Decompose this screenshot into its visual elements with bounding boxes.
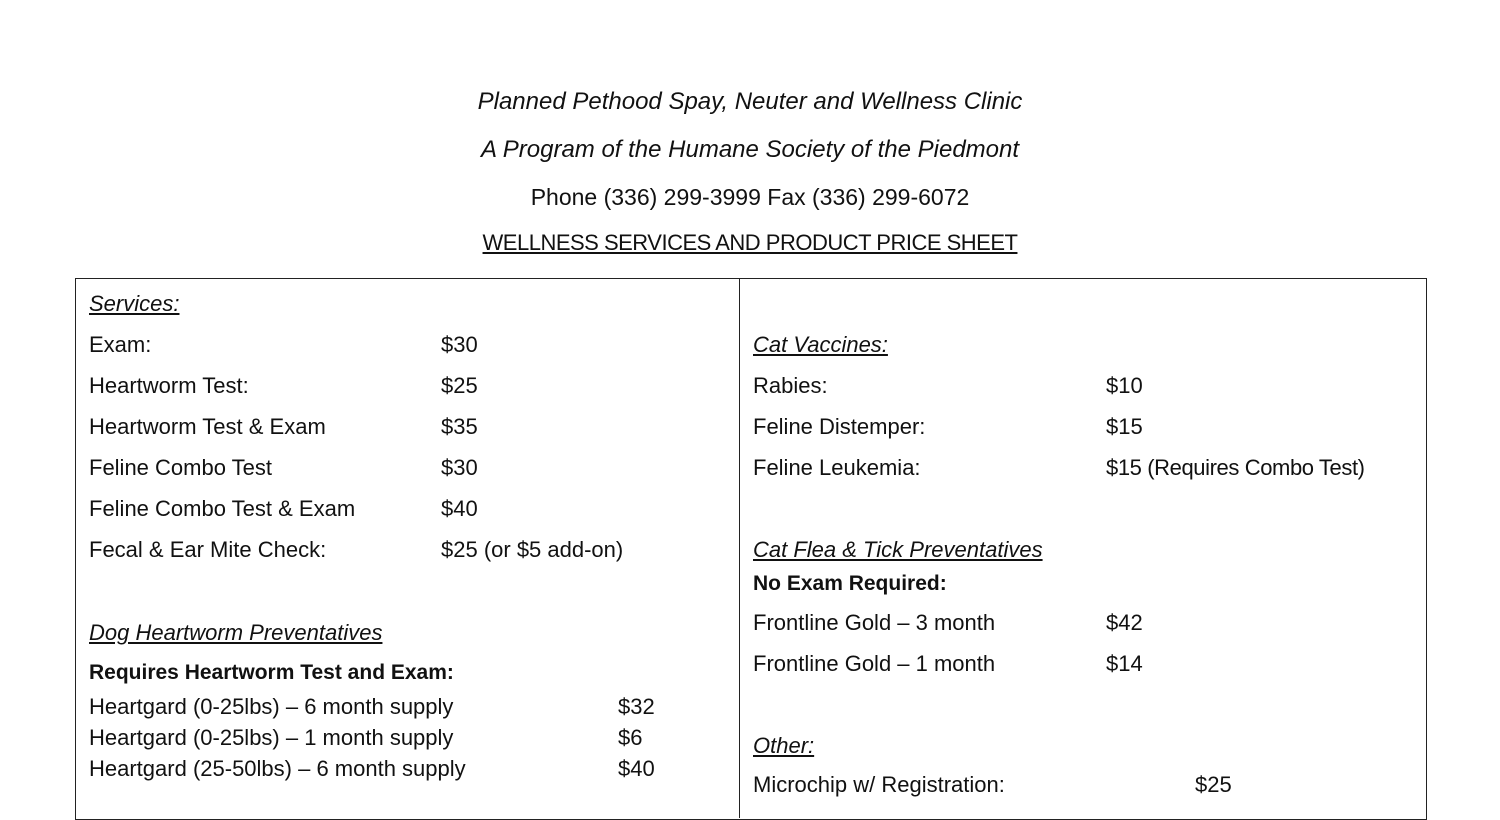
vaccine-label: Feline Distemper: bbox=[753, 414, 926, 439]
service-label: Exam: bbox=[89, 332, 152, 357]
column-divider bbox=[739, 278, 740, 818]
vaccine-price: $15 bbox=[1106, 414, 1143, 439]
product-price: $14 bbox=[1106, 651, 1143, 676]
cat-flea-heading: Cat Flea & Tick Preventatives bbox=[753, 537, 1043, 562]
product-label: Heartgard (0-25lbs) – 1 month supply bbox=[89, 725, 454, 750]
product-label: Heartgard (25-50lbs) – 6 month supply bbox=[89, 756, 466, 781]
service-label: Heartworm Test & Exam bbox=[89, 414, 326, 439]
service-label: Feline Combo Test bbox=[89, 455, 273, 480]
other-price: $25 bbox=[1195, 772, 1232, 797]
service-label: Heartworm Test: bbox=[89, 373, 249, 398]
product-label: Frontline Gold – 1 month bbox=[753, 651, 996, 676]
vaccine-label: Rabies: bbox=[753, 373, 828, 398]
other-heading: Other: bbox=[753, 733, 815, 758]
contact-info: Phone (336) 299-3999 Fax (336) 299-6072 bbox=[530, 184, 970, 210]
services-heading: Services: bbox=[89, 291, 180, 316]
product-price: $32 bbox=[618, 694, 655, 719]
dog-heartworm-heading: Dog Heartworm Preventatives bbox=[89, 620, 383, 645]
program-name: A Program of the Humane Society of the Piedmont bbox=[480, 136, 1020, 163]
dog-heartworm-note: Requires Heartworm Test and Exam: bbox=[89, 661, 454, 684]
vaccine-price: $15 (Requires Combo Test) bbox=[1106, 455, 1365, 480]
vaccine-label: Feline Leukemia: bbox=[753, 455, 921, 480]
service-price: $30 bbox=[441, 332, 478, 357]
product-price: $42 bbox=[1106, 610, 1143, 635]
service-label: Feline Combo Test & Exam bbox=[89, 496, 356, 521]
service-label: Fecal & Ear Mite Check: bbox=[89, 537, 327, 562]
other-label: Microchip w/ Registration: bbox=[753, 772, 1005, 797]
product-price: $6 bbox=[618, 725, 643, 750]
service-price: $40 bbox=[441, 496, 478, 521]
cat-vaccines-heading: Cat Vaccines: bbox=[753, 332, 888, 357]
product-price: $40 bbox=[618, 756, 655, 781]
product-label: Frontline Gold – 3 month bbox=[753, 610, 996, 635]
service-price: $25 bbox=[441, 373, 478, 398]
vaccine-price: $10 bbox=[1106, 373, 1143, 398]
cat-flea-note: No Exam Required: bbox=[753, 572, 947, 595]
page-title: WELLNESS SERVICES AND PRODUCT PRICE SHEET bbox=[482, 230, 1018, 255]
service-price: $30 bbox=[441, 455, 478, 480]
service-price: $25 (or $5 add-on) bbox=[441, 537, 624, 562]
clinic-name: Planned Pethood Spay, Neuter and Wellness Clinic bbox=[477, 88, 1023, 115]
product-label: Heartgard (0-25lbs) – 6 month supply bbox=[89, 694, 454, 719]
service-price: $35 bbox=[441, 414, 478, 439]
